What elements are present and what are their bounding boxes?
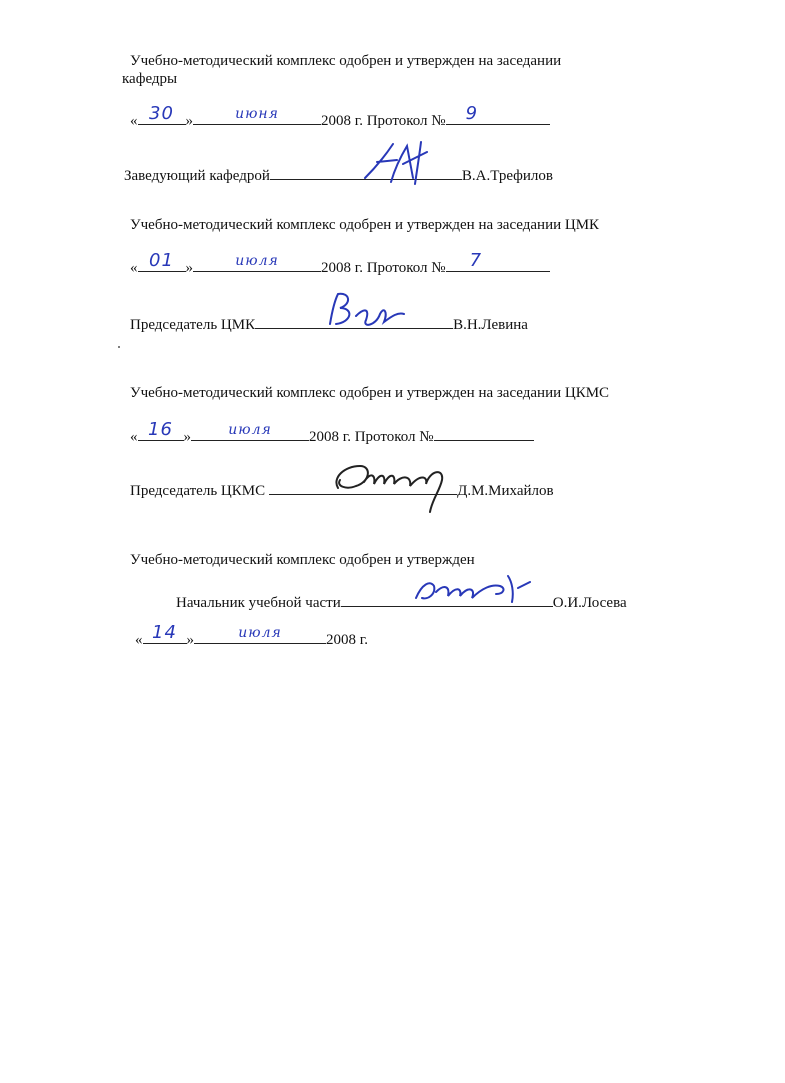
date-protocol-text: 2008 г. Протокол № bbox=[321, 113, 446, 129]
head-name: Д.М.Михайлов bbox=[457, 483, 554, 499]
protocol-number-field bbox=[446, 250, 550, 272]
head-name: О.И.Лосева bbox=[552, 595, 627, 611]
block1-signature-line bbox=[124, 163, 553, 185]
block2-date-line bbox=[130, 250, 550, 277]
close-quote: » bbox=[183, 429, 191, 445]
block3-date-line bbox=[130, 419, 534, 446]
day-field bbox=[138, 419, 184, 441]
handwritten-day: 16 bbox=[148, 419, 173, 440]
month-field bbox=[194, 627, 326, 644]
month-field bbox=[193, 108, 321, 125]
block1-approval-text: Учебно-методический комплекс одобрен и утвержден на заседании bbox=[130, 53, 562, 69]
handwritten-day: 01 bbox=[149, 250, 174, 271]
scan-speck bbox=[118, 346, 120, 348]
head-label: Начальник учебной части bbox=[176, 595, 341, 611]
handwritten-day: 30 bbox=[149, 103, 174, 124]
date-protocol-text: 2008 г. Протокол № bbox=[321, 260, 446, 276]
handwritten-month: июля bbox=[228, 422, 272, 438]
block2-approval-text: Учебно-методический комплекс одобрен и утвержден на заседании ЦМК bbox=[130, 217, 600, 233]
handwritten-month: июля bbox=[238, 625, 282, 641]
block4-signature-line bbox=[176, 590, 627, 612]
open-quote: « bbox=[130, 429, 138, 445]
year-text: 2008 г. bbox=[326, 632, 368, 648]
month-field bbox=[193, 255, 321, 272]
head-label: Председатель ЦКМС bbox=[130, 483, 266, 499]
block1-date-line bbox=[130, 103, 550, 130]
signature-loseva bbox=[408, 570, 538, 615]
handwritten-month: июля bbox=[235, 253, 279, 269]
date-protocol-text: 2008 г. Протокол № bbox=[309, 429, 434, 445]
head-name: В.А.Трефилов bbox=[461, 168, 553, 184]
handwritten-month: июня bbox=[235, 106, 279, 122]
head-label: Заведующий кафедрой bbox=[124, 168, 270, 184]
handwritten-protocol-number: 7 bbox=[469, 250, 483, 271]
close-quote: » bbox=[185, 260, 193, 276]
protocol-number-field bbox=[446, 103, 550, 125]
day-field bbox=[138, 250, 186, 272]
day-field bbox=[138, 103, 186, 125]
close-quote: » bbox=[186, 632, 194, 648]
head-name: В.Н.Левина bbox=[453, 317, 528, 333]
block1-department-text: кафедры bbox=[122, 71, 178, 87]
protocol-number-field bbox=[434, 424, 534, 441]
signature-mikhailov bbox=[326, 452, 466, 519]
block4-date-line bbox=[135, 622, 368, 649]
open-quote: « bbox=[130, 113, 138, 129]
signature-levina bbox=[322, 290, 412, 340]
month-field bbox=[191, 424, 309, 441]
block3-approval-text: Учебно-методический комплекс одобрен и утвержден на заседании ЦКМС bbox=[130, 385, 610, 401]
signature-trefilov bbox=[355, 138, 445, 193]
close-quote: » bbox=[185, 113, 193, 129]
head-label: Председатель ЦМК bbox=[130, 317, 256, 333]
open-quote: « bbox=[130, 260, 138, 276]
day-field bbox=[143, 622, 187, 644]
open-quote: « bbox=[135, 632, 143, 648]
block4-approval-text: Учебно-методический комплекс одобрен и утвержден bbox=[130, 552, 475, 568]
handwritten-day: 14 bbox=[152, 622, 177, 643]
handwritten-protocol-number: 9 bbox=[465, 103, 479, 124]
